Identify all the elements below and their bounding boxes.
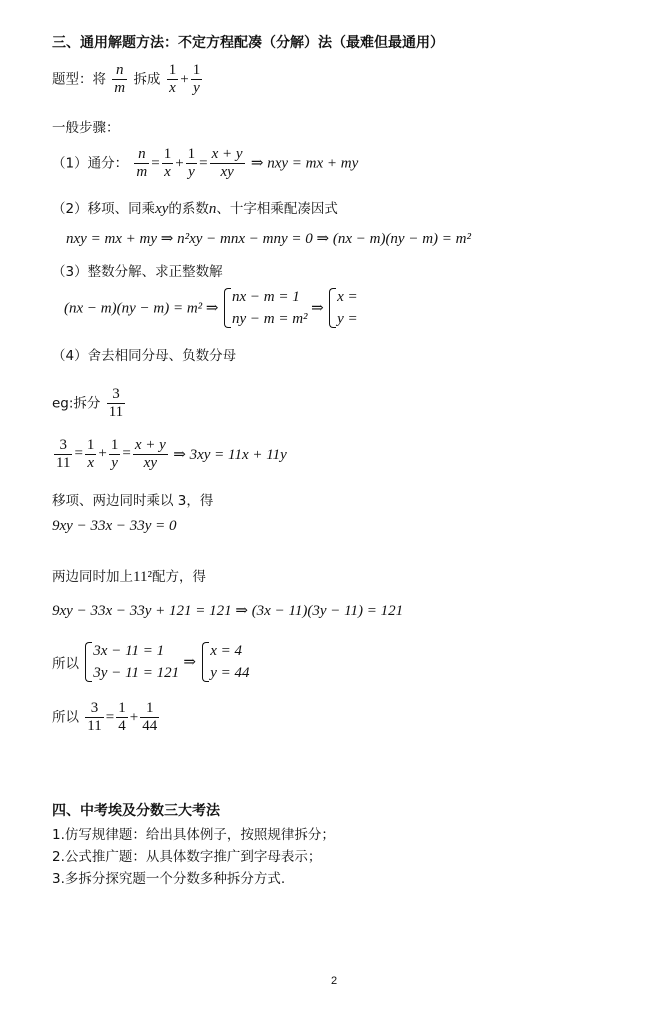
frac-den: x xyxy=(87,455,94,471)
section4-heading: 四、中考埃及分数三大考法 xyxy=(52,803,220,819)
so-final-line: 所以 $\frac{3}{11}$ = $\frac{1}{4}$ + $\frac{1}{44}$ xyxy=(52,700,158,734)
frac-den: y xyxy=(193,80,200,96)
step1-label: （1）通分： xyxy=(52,155,129,172)
move-text: 移项、两边同时乘以 3，得 xyxy=(52,493,214,509)
frac-num: 3 xyxy=(107,386,125,404)
step2-equation: nxy = mx + my ⇒ n²xy − mnx − mny = 0 ⇒ (nx − m)(ny − m) = m² xyxy=(66,231,471,247)
frac-num: 1 xyxy=(192,62,201,78)
step4-label: （4）舍去相同分母、负数分母 xyxy=(52,348,237,364)
step3-system xyxy=(224,286,308,330)
add-text-c: 配方，得 xyxy=(151,569,206,585)
add-text-b: 11² xyxy=(133,569,152,585)
system-row: 3x − 11 = 1 xyxy=(93,643,165,659)
fraction-3-over-11 xyxy=(85,700,103,735)
example-system xyxy=(85,640,179,684)
frac-den: y xyxy=(188,164,195,180)
step3-system-line xyxy=(64,286,358,330)
example-eq2: 9xy − 33x − 33y = 0 xyxy=(52,518,177,534)
add-text-line xyxy=(52,565,206,586)
frac-den: 44 xyxy=(142,718,158,734)
frac-num: 1 xyxy=(86,437,95,453)
type-mid: 拆成 xyxy=(133,71,161,88)
frac-num: x + y xyxy=(211,146,243,162)
frac-num: 1 xyxy=(110,437,119,453)
system-row: x = 4 xyxy=(210,643,243,659)
section4-item3: 3.多拆分探究题一个分数多种拆分方式. xyxy=(52,871,286,887)
frac-den: y xyxy=(111,455,118,471)
fraction-1-over-y xyxy=(109,437,121,472)
frac-den: xy xyxy=(220,164,234,180)
step2-n: n xyxy=(208,201,217,217)
page-number: 2 xyxy=(330,975,338,987)
frac-num: 1 xyxy=(163,146,172,162)
frac-den: 11 xyxy=(87,718,102,734)
section3-heading: 三、通用解题方法：不定方程配凑（分解）法（最难但最通用） xyxy=(52,35,444,51)
step3-solution xyxy=(329,286,358,330)
frac-num: n xyxy=(112,62,127,80)
step2-line xyxy=(52,197,338,218)
fraction-3-over-11 xyxy=(107,386,125,421)
type-label: 题型：将 xyxy=(52,71,106,88)
example-eq1: $\frac{3}{11}$ = $\frac{1}{x}$ + $\frac{1}{y}$ = $\frac{x + y}{xy}$ ⇒ 3xy = 11x + 11y xyxy=(56,437,287,471)
fraction-1-over-y xyxy=(186,146,198,181)
frac-num: 3 xyxy=(85,700,103,718)
step3-left: (nx − m)(ny − m) = m² ⇒ xyxy=(64,300,219,317)
fraction-xpy-over-xy xyxy=(210,146,245,181)
step2-mid: 的系数 xyxy=(168,201,209,217)
frac-den: m xyxy=(114,80,126,96)
system-row: ny − m = m² xyxy=(231,311,308,327)
frac-num: 1 xyxy=(140,700,159,718)
system-row: nx − m = 1 xyxy=(231,289,300,305)
fraction-1-over-x xyxy=(85,437,97,472)
system-row: y = 44 xyxy=(210,665,250,681)
step1-result: ⇒ nxy = mx + my xyxy=(250,155,359,172)
so-label2: 所以 xyxy=(52,709,79,726)
fraction-1-over-x xyxy=(167,62,179,97)
system-row: y = xyxy=(337,311,358,327)
section4-item1: 1.仿写规律题：给出具体例子，按照规律拆分； xyxy=(52,827,335,843)
example-solution xyxy=(202,640,249,684)
frac-num: x + y xyxy=(134,437,166,453)
fraction-3-over-11 xyxy=(54,437,72,472)
fraction-n-over-m xyxy=(134,146,149,181)
frac-num: 1 xyxy=(168,62,177,78)
frac-den: 4 xyxy=(118,718,126,734)
example-line xyxy=(52,386,127,421)
fraction-1-over-y xyxy=(191,62,203,97)
fraction-n-over-m xyxy=(112,62,127,97)
general-steps-label: 一般步骤： xyxy=(52,120,120,136)
step3-arrow: ⇒ xyxy=(311,300,324,317)
example-eq3: 9xy − 33x − 33y + 121 = 121 ⇒ (3x − 11)(3y − 11) = 121 xyxy=(52,603,404,619)
fraction-xpy-over-xy xyxy=(133,437,168,472)
frac-den: 11 xyxy=(108,404,124,420)
frac-num: 3 xyxy=(54,437,72,455)
frac-den: m xyxy=(136,164,148,180)
example-eq1-tail: ⇒ 3xy = 11x + 11y xyxy=(173,447,287,463)
fraction-1-over-44 xyxy=(140,700,159,735)
frac-num: 1 xyxy=(187,146,196,162)
section4-item2: 2.公式推广题：从具体数字推广到字母表示； xyxy=(52,849,322,865)
frac-num: n xyxy=(134,146,149,164)
frac-num: 1 xyxy=(118,700,126,716)
so-label: 所以 xyxy=(52,656,79,672)
step2-xy: xy xyxy=(155,201,169,217)
eg-label: eg:拆分 xyxy=(52,395,101,412)
system-row: x = xyxy=(337,289,358,305)
system-row: 3y − 11 = 121 xyxy=(93,665,180,681)
problem-type-line: 题型：将 $\frac{n}{m}$ 拆成 $\frac{1}{x}$ + $\frac{1}{y}$ xyxy=(52,62,201,96)
add-text-a: 两边同时加上 xyxy=(52,569,133,585)
frac-den: xy xyxy=(143,455,157,471)
step1-line: （1）通分： $\frac{n}{m}$ = $\frac{1}{x}$ + $\frac{1}{y}$ = $\frac{x + y}{xy}$ ⇒ nxy = mx + my xyxy=(52,146,359,180)
so-system-line xyxy=(52,640,250,684)
example-arrow: ⇒ xyxy=(183,654,196,671)
frac-den: x xyxy=(169,80,176,96)
frac-den: x xyxy=(164,164,171,180)
fraction-1-over-4 xyxy=(116,700,128,735)
frac-den: 11 xyxy=(56,455,71,471)
fraction-1-over-x xyxy=(162,146,174,181)
step2-label: （2）移项、同乘 xyxy=(52,201,156,217)
step2-tail: 、十字相乘配凑因式 xyxy=(216,201,338,217)
step3-label: （3）整数分解、求正整数解 xyxy=(52,264,223,280)
